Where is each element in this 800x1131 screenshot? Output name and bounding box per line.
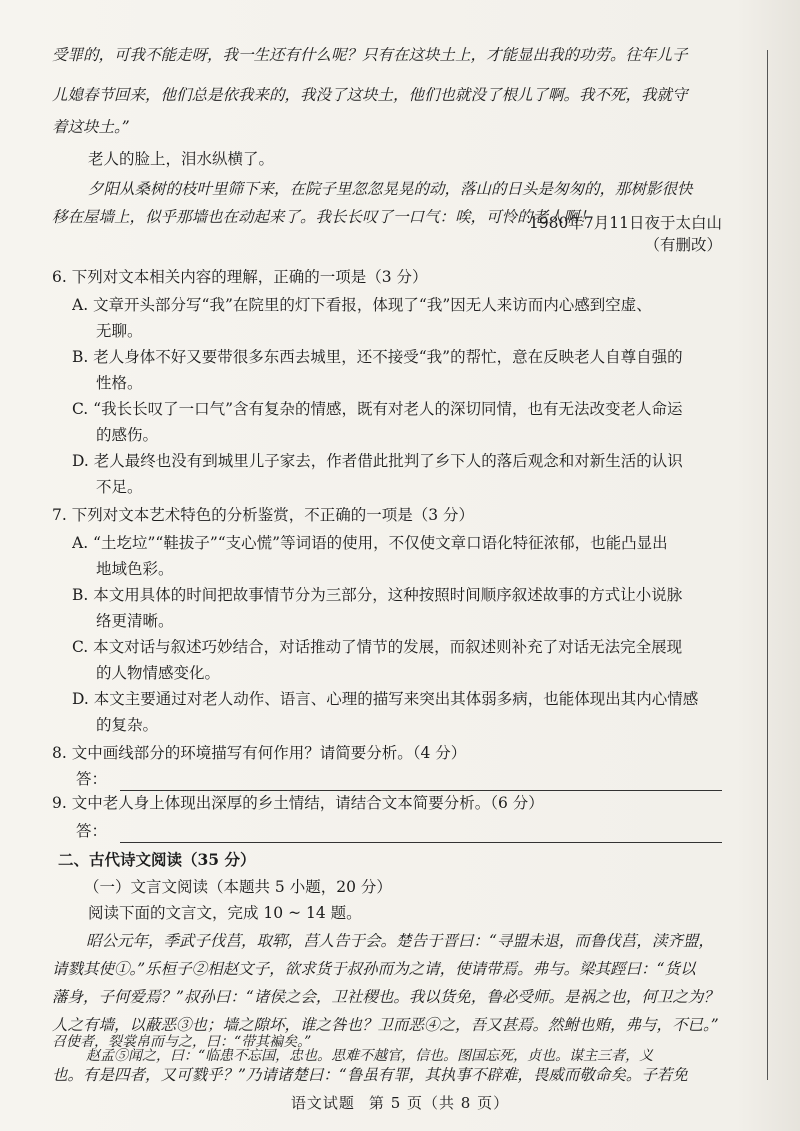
q7-option-d-cont: 的复杂。 (96, 716, 159, 734)
q9-answer-label: 答： (76, 822, 108, 840)
q6-option-d: D. 老人最终也没有到城里儿子家去，作者借此批判了乡下人的落后观念和对新生活的认识 (72, 452, 683, 470)
q6-option-a: A. 文章开头部分写“我”在院里的灯下看报，体现了“我”因无人来访而内心感到空虚、 (72, 296, 652, 314)
question-6-stem: 6. 下列对文本相关内容的理解，正确的一项是（3 分） (52, 268, 428, 286)
q7-option-c-cont: 的人物情感变化。 (96, 664, 221, 682)
q7-option-a: A. “土圪垃”“鞋拔子”“支心慌”等词语的使用，不仅使文章口语化特征浓郁，也能凸显出 (72, 534, 668, 552)
passage-line: 夕阳从桑树的枝叶里筛下来，在院子里忽忽晃晃的动，落山的日头是匆匆的，那树影很快 (88, 180, 693, 198)
q7-option-d: D. 本文主要通过对老人动作、语言、心理的描写来突出其体弱多病，也能体现出其内心情感 (72, 690, 699, 708)
passage-line: 移在屋墙上，似乎那墙也在动起来了。我长长叹了一口气：唉，可怜的老人啊！ (52, 208, 595, 226)
question-7-stem: 7. 下列对文本艺术特色的分析鉴赏，不正确的一项是（3 分） (52, 506, 475, 524)
q6-option-d-cont: 不足。 (96, 478, 143, 496)
q7-option-b-cont: 络更清晰。 (96, 612, 174, 630)
q7-option-b: B. 本文用具体的时间把故事情节分为三部分，这种按照时间顺序叙述故事的方式让小说脉 (72, 586, 683, 604)
q7-option-a-cont: 地域色彩。 (96, 560, 174, 578)
q6-option-c: C. “我长长叹了一口气”含有复杂的情感，既有对老人的深切同情，也有无法改变老人命运 (72, 400, 683, 418)
section-2-instruction: 阅读下面的文言文，完成 10 ~ 14 题。 (88, 904, 362, 922)
classical-text-line: 召使者，裂裳帛而与之，曰：“带其褊矣。” (52, 1034, 312, 1050)
q6-option-c-cont: 的感伤。 (96, 426, 159, 444)
classical-text-line: 人之有墙，以蔽恶③也；墙之隙坏，谁之咎也？卫而恶④之，吾又甚焉。然鲋也贿，弗与，不已。” (52, 1016, 719, 1034)
q6-option-b: B. 老人身体不好又要带很多东西去城里，还不接受“我”的帮忙，意在反映老人自尊自强的 (72, 348, 683, 366)
page-edge (767, 50, 769, 1080)
q6-option-a-cont: 无聊。 (96, 322, 143, 340)
passage-line: 老人的脸上，泪水纵横了。 (88, 150, 275, 168)
q8-answer-label: 答： (76, 770, 108, 788)
classical-text-line-6: 赵孟⑤闻之，曰：“临患不忘国，忠也。思难不越官，信也。图国忘死，贞也。谋主三者，义 (86, 1048, 654, 1064)
question-8-stem: 8. 文中画线部分的环境描写有何作用？请简要分析。（4 分） (52, 744, 467, 762)
classical-text-line-7: 也。有是四者，又可戮乎？”乃请诸楚曰：“鲁虽有罪，其执事不辟难，畏威而敬命矣。子若免 (52, 1066, 688, 1084)
footer-page-number: 第 5 页（共 8 页） (368, 1094, 510, 1112)
classical-text-line: 藩身，子何爱焉？”叔孙曰：“诸侯之会，卫社稷也。我以货免，鲁必受师。是祸之也，何卫之为？ (52, 988, 719, 1006)
passage-line: 着这块土。” (52, 118, 130, 136)
classical-text-line: 昭公元年，季武子伐莒，取郓，莒人告于会。楚告于晋曰：“寻盟未退，而鲁伐莒，渎齐盟， (86, 932, 714, 950)
q6-option-b-cont: 性格。 (96, 374, 143, 392)
passage-line: 受罪的，可我不能走呀，我一生还有什么呢？只有在这块土上，才能显出我的功劳。往年儿子 (52, 46, 688, 64)
passage-line: 儿媳春节回来，他们总是依我来的，我没了这块土，他们也就没了根儿了啊。我不死，我就守 (52, 86, 688, 104)
q9-answer-line[interactable] (120, 842, 722, 843)
footer-subject: 语文试题 (290, 1094, 355, 1112)
classical-text-line: 请戮其使①。”乐桓子②相赵文子，欲求货于叔孙而为之请，使请带焉。弗与。梁其踁曰：“货以 (52, 960, 696, 978)
q7-option-c: C. 本文对话与叙述巧妙结合，对话推动了情节的发展，而叙述则补充了对话无法完全展现 (72, 638, 683, 656)
question-9-stem: 9. 文中老人身上体现出深厚的乡土情结，请结合文本简要分析。（6 分） (52, 794, 544, 812)
page-footer (0, 1092, 800, 1113)
section-2-title: 二、古代诗文阅读（35 分） (58, 850, 256, 869)
section-2-subtitle: （一）文言文阅读（本题共 5 小题，20 分） (84, 878, 392, 896)
passage-note: （有删改） (644, 236, 722, 254)
passage-date: 1980年7月11日夜于太白山 (528, 214, 722, 232)
